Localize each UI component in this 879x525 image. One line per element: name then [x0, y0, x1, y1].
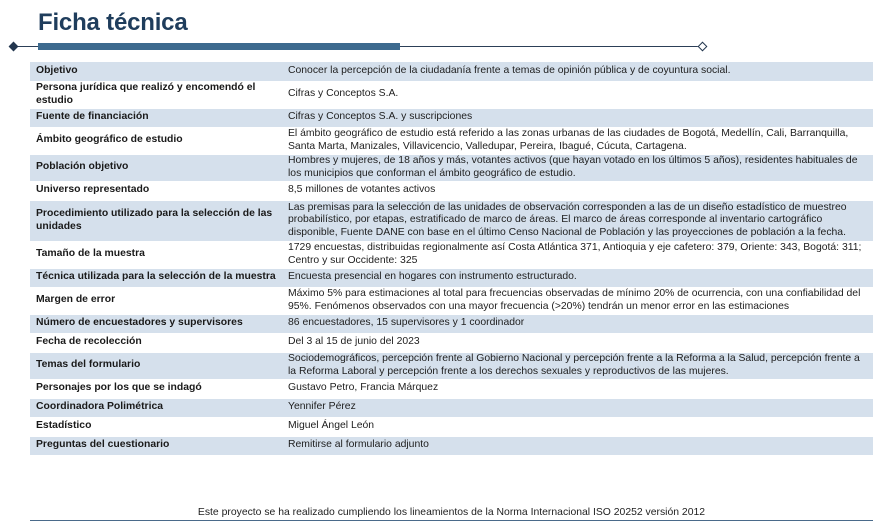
- row-value: Remitirse al formulario adjunto: [282, 436, 873, 455]
- row-label: Universo representado: [30, 181, 282, 200]
- table-row: [30, 268, 873, 287]
- table-row: [30, 181, 873, 200]
- table-row: [30, 200, 873, 241]
- row-label: Objetivo: [30, 62, 282, 81]
- table-row: [30, 62, 873, 81]
- table-row: [30, 127, 873, 154]
- page-title: Ficha técnica: [38, 9, 188, 36]
- row-label: Personajes por los que se indagó: [30, 379, 282, 398]
- table-row: [30, 287, 873, 314]
- table-row: [30, 333, 873, 352]
- row-label: Margen de error: [30, 287, 282, 314]
- row-value: Cifras y Conceptos S.A.: [282, 81, 873, 108]
- table-row: [30, 154, 873, 181]
- row-value: Miguel Ángel León: [282, 417, 873, 436]
- row-label: Fecha de recolección: [30, 333, 282, 352]
- table-row: [30, 81, 873, 108]
- row-value: 1729 encuestas, distribuidas regionalmente así Costa Atlántica 371, Antioquia y eje cafetero: 379, Oriente: 343, Bogotá: 311; Centro y sur Occidente: 325: [282, 241, 873, 268]
- table-row: [30, 352, 873, 379]
- row-value: 86 encuestadores, 15 supervisores y 1 coordinador: [282, 314, 873, 333]
- title-divider: [10, 40, 706, 54]
- row-label: Tamaño de la muestra: [30, 241, 282, 268]
- row-label: Estadístico: [30, 417, 282, 436]
- table-row: [30, 314, 873, 333]
- table-row: [30, 398, 873, 417]
- table-row: [30, 417, 873, 436]
- technical-sheet-table: [30, 62, 873, 456]
- row-value: Las premisas para la selección de las unidades de observación corresponden a las de un diseño estadístico de muestreo probabilístico, por etapas, estratificado de marco de áreas. El marco de áreas corresponde al inventario cartográfico disponible, Fuente DANE con base en el último Censo Nacional de Población y las proyecciones de población a la fecha.: [282, 200, 873, 241]
- row-value: Gustavo Petro, Francia Márquez: [282, 379, 873, 398]
- technical-sheet: [30, 62, 873, 456]
- row-value: Hombres y mujeres, de 18 años y más, votantes activos (que hayan votado en los últimos 5 años), residentes habituales de los municipios que conforman el ámbito geográfico de estudio.: [282, 154, 873, 181]
- row-value: Máximo 5% para estimaciones al total para frecuencias observadas de mínimo 20% de ocurrencia, con una confiabilidad del 95%. Fenómenos observados con una mayor frecuencia (>20%) tendrán un menor error en las estimaciones: [282, 287, 873, 314]
- row-label: Coordinadora Polimétrica: [30, 398, 282, 417]
- table-row: [30, 241, 873, 268]
- row-label: Fuente de financiación: [30, 108, 282, 127]
- row-label: Persona jurídica que realizó y encomendó el estudio: [30, 81, 282, 108]
- table-row: [30, 379, 873, 398]
- row-value: Cifras y Conceptos S.A. y suscripciones: [282, 108, 873, 127]
- row-label: Procedimiento utilizado para la selección de las unidades: [30, 200, 282, 241]
- row-value: Yennifer Pérez: [282, 398, 873, 417]
- row-value: Encuesta presencial en hogares con instrumento estructurado.: [282, 268, 873, 287]
- row-label: Población objetivo: [30, 154, 282, 181]
- row-value: Del 3 al 15 de junio del 2023: [282, 333, 873, 352]
- table-row: [30, 108, 873, 127]
- row-label: Preguntas del cuestionario: [30, 436, 282, 455]
- diamond-outline-icon: [698, 42, 708, 52]
- divider-accent-bar: [38, 43, 400, 50]
- compliance-footnote: Este proyecto se ha realizado cumpliendo los lineamientos de la Norma Internacional ISO 20252 versión 2012: [30, 504, 873, 521]
- row-value: Conocer la percepción de la ciudadanía frente a temas de opinión pública y de coyuntura social.: [282, 62, 873, 81]
- row-label: Temas del formulario: [30, 352, 282, 379]
- row-label: Número de encuestadores y supervisores: [30, 314, 282, 333]
- row-value: El ámbito geográfico de estudio está referido a las zonas urbanas de las ciudades de Bogotá, Medellín, Cali, Barranquilla, Santa Marta, Manizales, Villavicencio, Valledupar, Pereira, Ibagué, Cúcuta, Cartagena.: [282, 127, 873, 154]
- row-label: Ámbito geográfico de estudio: [30, 127, 282, 154]
- diamond-filled-icon: [9, 42, 19, 52]
- row-value: Sociodemográficos, percepción frente al Gobierno Nacional y percepción frente a la Reforma a la Salud, percepción frente a la Reforma Laboral y percepción frente a los derechos sexuales y reproductivos de las mujeres.: [282, 352, 873, 379]
- row-label: Técnica utilizada para la selección de la muestra: [30, 268, 282, 287]
- table-row: [30, 436, 873, 455]
- row-value: 8,5 millones de votantes activos: [282, 181, 873, 200]
